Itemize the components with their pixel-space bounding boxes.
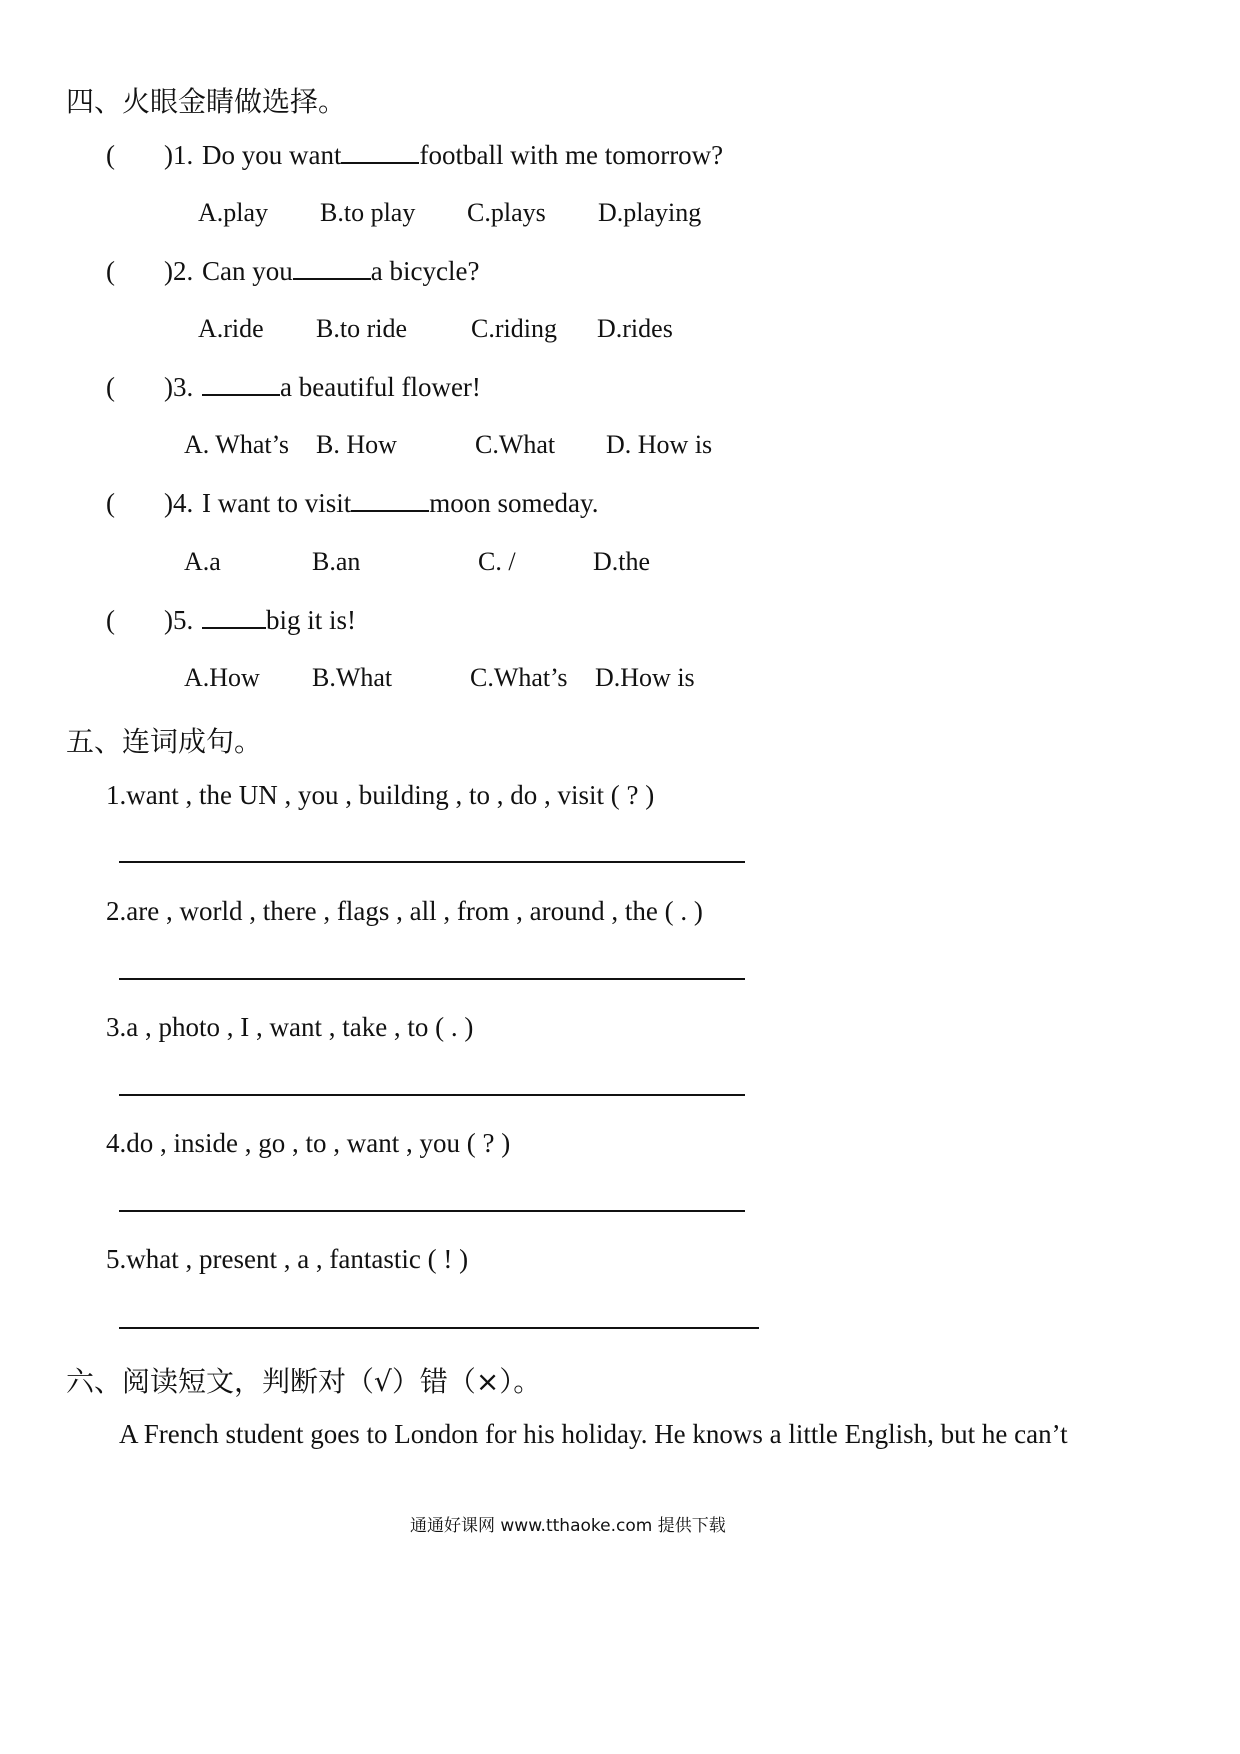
option-b: B.to play <box>320 198 416 227</box>
answer-line <box>119 1210 745 1212</box>
option-d: D.How is <box>595 663 695 692</box>
option-c: C. / <box>478 547 516 576</box>
option-c: C.riding <box>471 314 557 343</box>
option-a: A.How <box>184 663 260 692</box>
question-text: I want to visit moon someday. <box>202 488 599 518</box>
fill-blank <box>293 277 371 280</box>
option-b: B. How <box>316 430 397 459</box>
fill-blank <box>202 626 266 629</box>
option-d: D.playing <box>598 198 702 227</box>
answer-line <box>119 1094 745 1096</box>
question-text: a beautiful flower! <box>202 372 481 403</box>
answer-paren-open: ( <box>106 372 115 402</box>
option-a: A. What’s <box>184 430 289 459</box>
option-a: A.play <box>198 198 269 227</box>
option-c: C.What <box>475 430 556 459</box>
answer-line <box>119 861 745 863</box>
reading-paragraph: A French student goes to London for his holiday. He knows a little English, but he can’t <box>119 1419 1068 1449</box>
option-c: C.What’s <box>470 663 568 692</box>
word-order-item-2: 2.are , world , there , flags , all , from , around , the ( . ) <box>106 896 703 926</box>
fill-blank <box>341 161 419 164</box>
question-number: )1. <box>164 140 194 170</box>
question-number: )3. <box>164 372 194 402</box>
option-d: D.the <box>593 547 651 576</box>
fill-blank <box>202 393 280 396</box>
question-number: )5. <box>164 605 194 635</box>
answer-paren-open: ( <box>106 140 115 170</box>
option-c: C.plays <box>467 198 546 227</box>
answer-line <box>119 1327 759 1329</box>
option-d: D.rides <box>597 314 673 343</box>
option-a: A.ride <box>198 314 264 343</box>
word-order-item-1: 1.want , the UN , you , building , to , do , visit ( ? ) <box>106 780 655 810</box>
question-number: )2. <box>164 256 194 286</box>
word-order-item-4: 4.do , inside , go , to , want , you ( ? ) <box>106 1128 511 1158</box>
section-5-title: 五、连词成句。 <box>66 725 263 758</box>
option-a: A.a <box>184 547 221 576</box>
answer-paren-open: ( <box>106 488 115 518</box>
question-text: Do you want football with me tomorrow? <box>202 140 724 170</box>
section-4-title: 四、火眼金睛做选择。 <box>66 85 347 118</box>
question-text: big it is! <box>202 605 356 636</box>
option-b: B.an <box>312 547 361 576</box>
option-d: D. How is <box>606 430 713 459</box>
answer-paren-open: ( <box>106 256 115 286</box>
word-order-item-5: 5.what , present , a , fantastic ( ! ) <box>106 1244 469 1274</box>
answer-line <box>119 978 745 980</box>
question-text: Can you a bicycle? <box>202 256 480 286</box>
footer-source: 通通好课网 www.tthaoke.com 提供下载 <box>410 1516 726 1536</box>
fill-blank <box>351 509 429 512</box>
option-b: B.What <box>312 663 393 692</box>
section-6-title: 六、阅读短文，判断对（√）错（×）。 <box>66 1365 542 1398</box>
option-b: B.to ride <box>316 314 407 343</box>
answer-paren-open: ( <box>106 605 115 635</box>
question-number: )4. <box>164 488 194 518</box>
word-order-item-3: 3.a , photo , I , want , take , to ( . ) <box>106 1012 474 1042</box>
